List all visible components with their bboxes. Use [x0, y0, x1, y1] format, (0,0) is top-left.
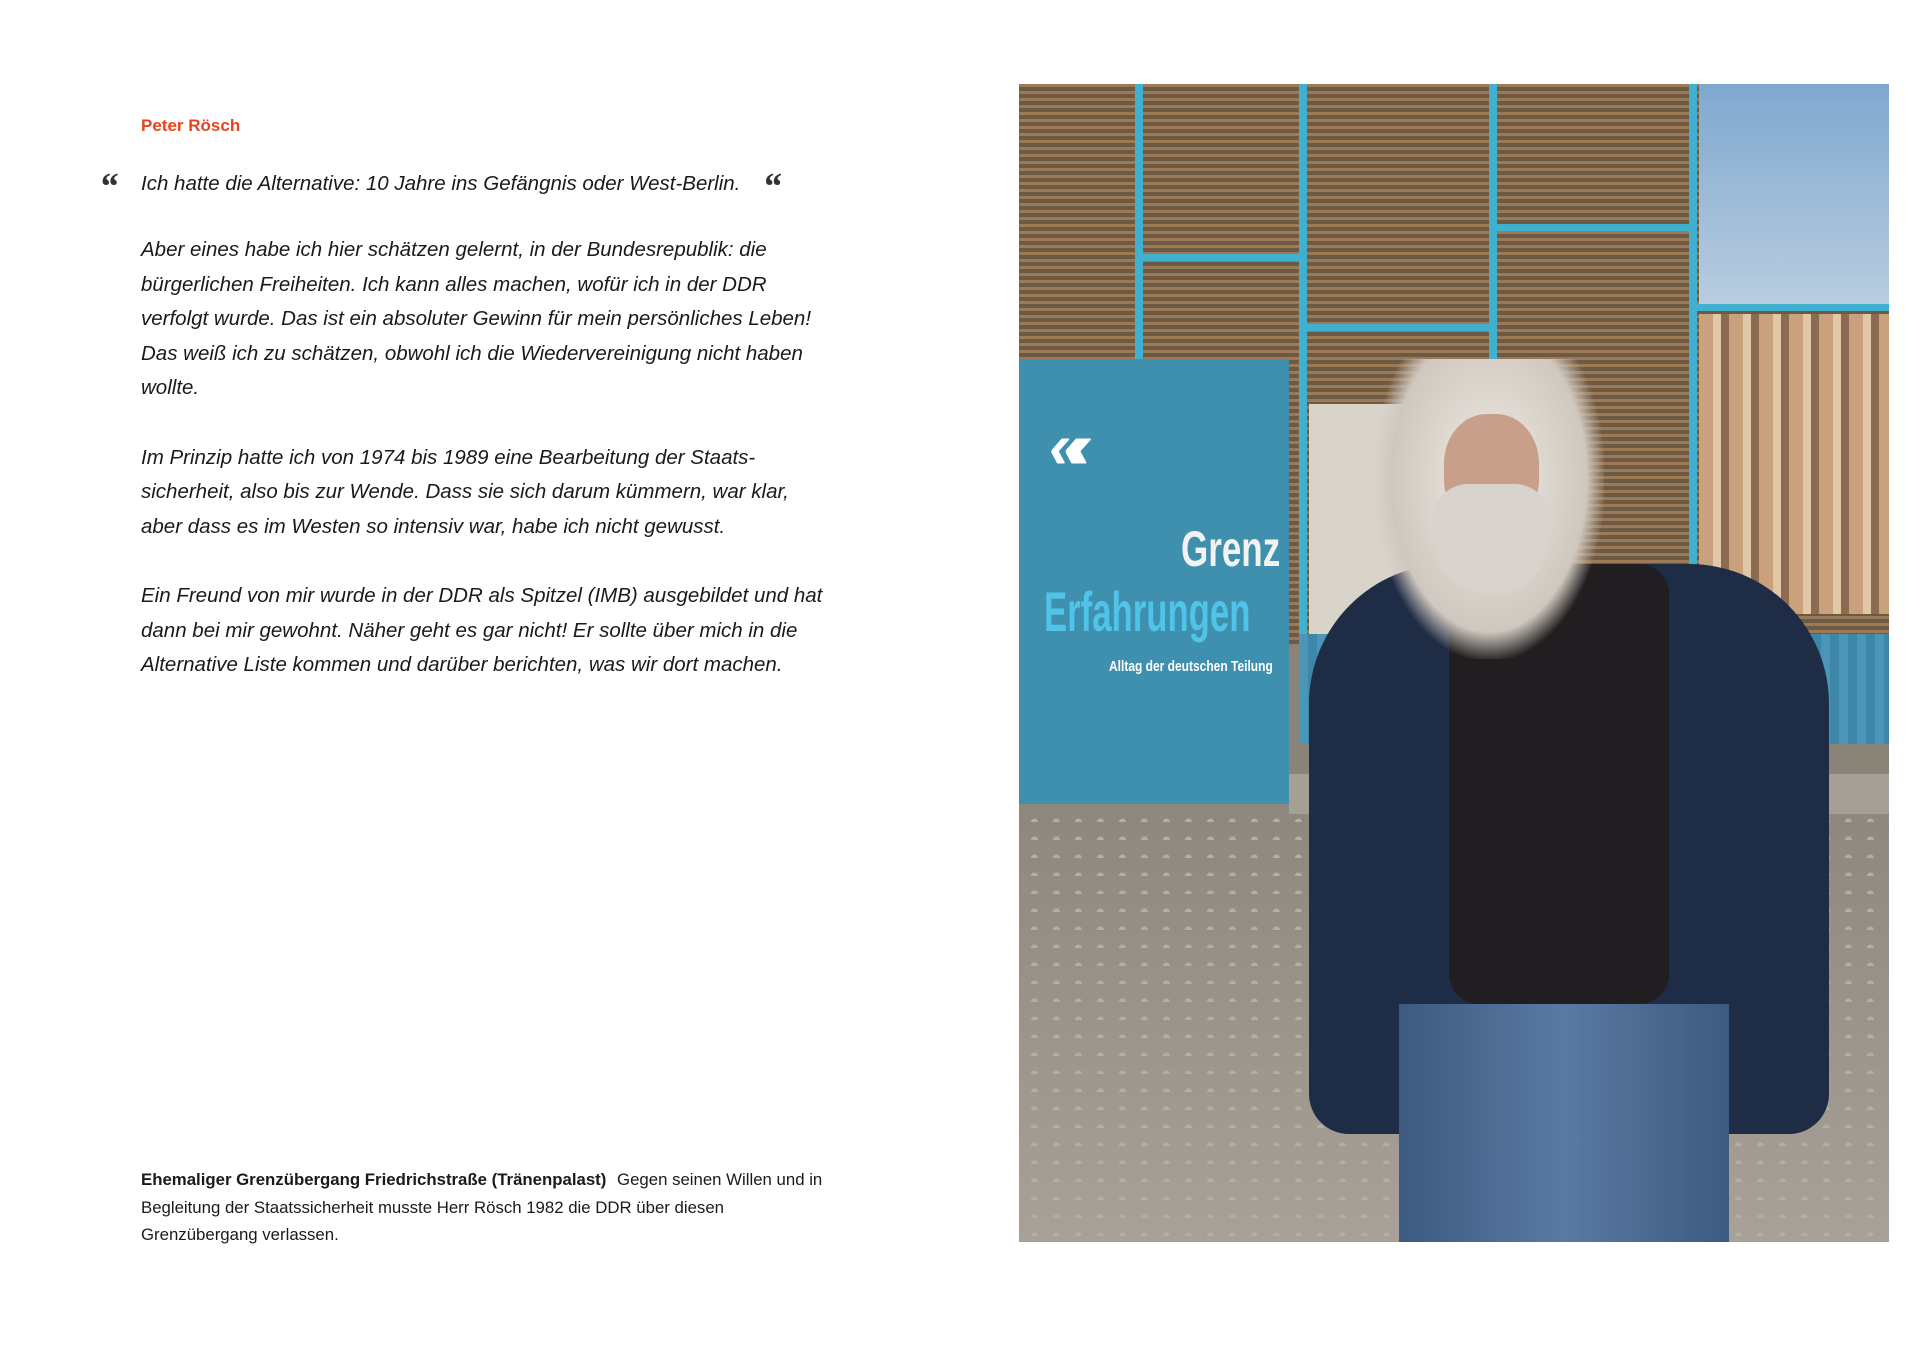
open-quote-icon: “ — [99, 166, 118, 208]
person-name: Peter Rösch — [141, 116, 241, 135]
paragraph: Ein Freund von mir wurde in der DDR als Spitzel (IMB) ausgebildet und hat dann bei mir gewohnt. Näher geht es gar nicht! Er sollte über mich in die Alternative Liste kommen und darüber berichten, was wir dort machen. — [141, 583, 823, 677]
close-quote-icon: “ — [762, 166, 782, 208]
lead-quote: Ich hatte die Alternative: 10 Jahre ins Gefängnis oder West-Berlin. — [141, 172, 741, 195]
sign-line2: Erfahrungen — [1044, 580, 1251, 643]
caption-title: Ehemaliger Grenzübergang Friedrichstraße (Tränenpalast) — [141, 1170, 607, 1189]
sign-line1: Grenz — [1181, 521, 1281, 577]
photo-caption — [141, 1166, 841, 1249]
portrait-photo — [1019, 84, 1889, 1242]
chevrons-icon: «‹ — [1049, 410, 1078, 482]
paragraph: Im Prinzip hatte ich von 1974 bis 1989 eine Bearbeitung der Staats-sicherheit, also bis zur Wende. Dass sie sich darum kümmern, war klar, aber dass es im Westen so intensiv war, habe ich nicht gewusst. — [141, 445, 789, 538]
sign-subtitle: Alltag der deutschen Teilung — [1109, 658, 1273, 675]
paragraph: Aber eines habe ich hier schätzen gelernt, in der Bundesrepublik: die bürgerlichen Freiheiten. Ich kann alles machen, wofür ich in der DDR verfolgt wurde. Das ist ein absoluter Gewinn für mein persönliches Leben! Das weiß ich zu schätzen, obwohl ich die Wiedervereinigung nicht haben wollte. — [141, 238, 812, 400]
lead-quote-row — [99, 168, 781, 206]
quote-body — [141, 233, 831, 717]
caption-text: Gegen seinen Willen und in Begleitung der Staatssicherheit musste Herr Rösch 1982 die DDR über diesen Grenzübergang verlassen. — [141, 1170, 823, 1244]
